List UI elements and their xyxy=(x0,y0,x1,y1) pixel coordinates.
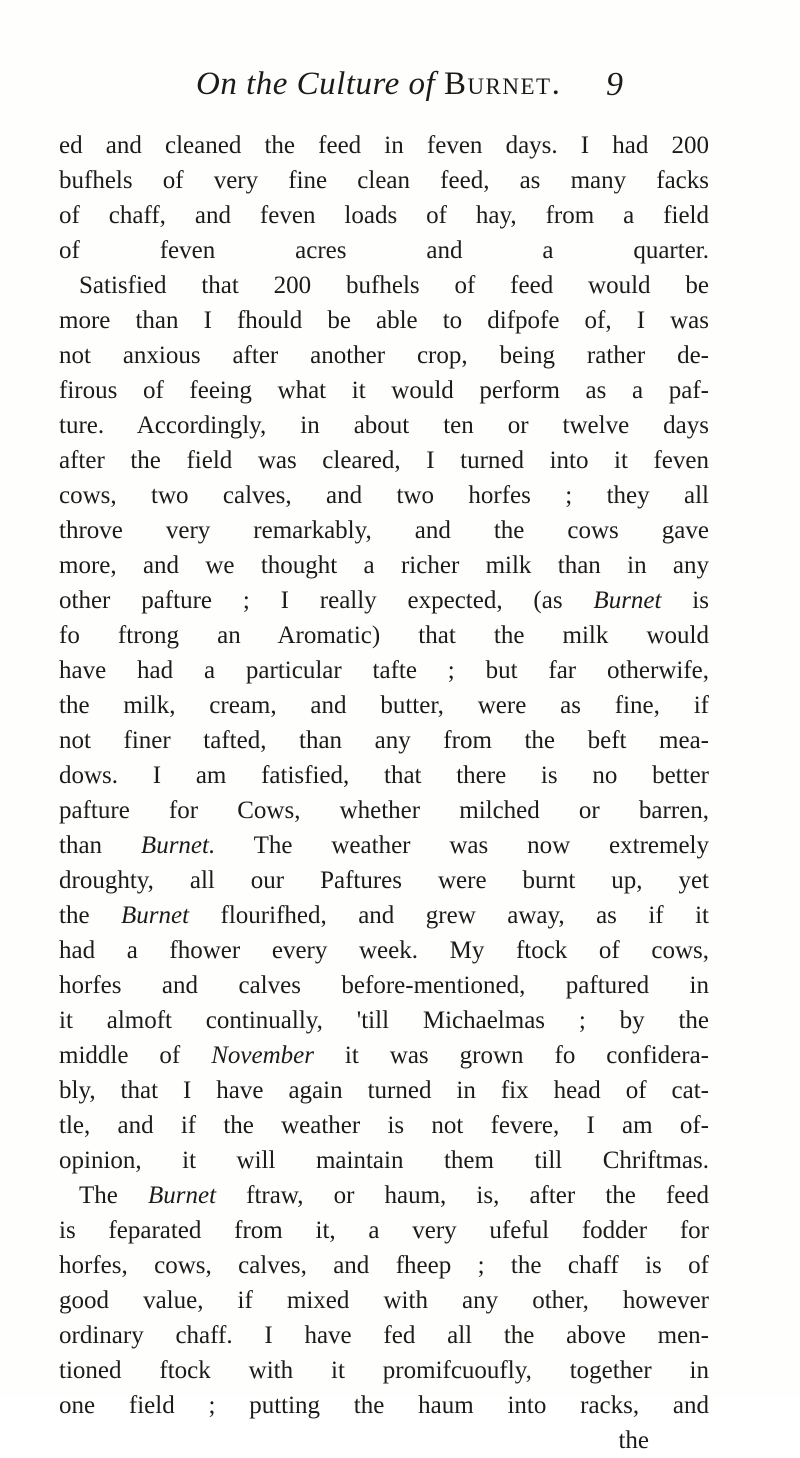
text-line xyxy=(59,1073,709,1108)
text-line xyxy=(59,1353,709,1388)
text-line xyxy=(59,828,709,863)
text-line xyxy=(59,583,709,618)
italic-word: November xyxy=(211,1042,314,1069)
running-head xyxy=(0,66,800,106)
text-run: good value, if mixed with any other, however xyxy=(59,1287,709,1314)
text-run: The xyxy=(79,1182,148,1209)
text-run: of feven acres and a quarter. xyxy=(59,237,709,264)
text-run: Satisfied that 200 bufhels of feed would be xyxy=(79,272,709,299)
text-line xyxy=(59,198,709,233)
text-run: the milk, cream, and butter, were as fine, if xyxy=(59,692,709,719)
text-line xyxy=(59,408,709,443)
text-line xyxy=(59,233,709,268)
text-line xyxy=(59,1108,709,1143)
text-run: throve very remarkably, and the cows gave xyxy=(59,517,709,544)
text-line xyxy=(59,863,709,898)
text-run: ordinary chaff. I have fed all the above men- xyxy=(59,1322,709,1349)
text-run: have had a particular tafte ; but far otherwife, xyxy=(59,657,709,684)
text-line xyxy=(59,1143,709,1178)
text-run: ed and cleaned the feed in feven days. I had 200 xyxy=(59,132,709,159)
text-run: bly, that I have again turned in fix head of cat- xyxy=(59,1077,709,1104)
text-run: firous of feeing what it would perform as a paf- xyxy=(59,377,709,404)
text-line xyxy=(59,373,709,408)
text-run: dows. I am fatisfied, that there is no better xyxy=(59,762,709,789)
text-run: droughty, all our Paftures were burnt up, yet xyxy=(59,867,709,894)
text-run: than xyxy=(59,832,141,859)
text-line xyxy=(59,1388,709,1423)
text-run: The weather was now extremely xyxy=(215,832,709,859)
text-run: cows, two calves, and two horfes ; they all xyxy=(59,482,709,509)
text-line xyxy=(59,898,709,933)
text-line xyxy=(59,513,709,548)
running-title-italic: On the Culture of xyxy=(196,66,436,102)
text-line xyxy=(59,1318,709,1353)
text-line xyxy=(59,688,709,723)
text-run: ftraw, or haum, is, after the feed xyxy=(216,1182,709,1209)
body-text xyxy=(59,128,709,1458)
text-line xyxy=(59,548,709,583)
text-run: more, and we thought a richer milk than in any xyxy=(59,552,709,579)
text-run: tioned ftock with it promifcuoufly, together in xyxy=(59,1357,709,1384)
text-run: other pafture ; I really expected, (as xyxy=(59,587,594,614)
text-run: had a fhower every week. My ftock of cows, xyxy=(59,937,709,964)
text-run: ture. Accordingly, in about ten or twelve days xyxy=(59,412,709,439)
running-title xyxy=(196,66,561,103)
text-line xyxy=(59,1248,709,1283)
text-line xyxy=(59,758,709,793)
text-line xyxy=(59,128,709,163)
text-line xyxy=(59,723,709,758)
text-run: horfes, cows, calves, and fheep ; the chaff is of xyxy=(59,1252,709,1279)
text-line xyxy=(59,268,709,303)
page-number: 9 xyxy=(606,66,623,103)
text-run: tle, and if the weather is not fevere, I am of- xyxy=(59,1112,709,1139)
text-run: opinion, it will maintain them till Chriftmas. xyxy=(59,1147,709,1174)
text-line xyxy=(59,443,709,478)
text-run: of chaff, and feven loads of hay, from a field xyxy=(59,202,709,229)
text-run: the xyxy=(59,902,122,929)
text-run: it was grown fo confidera- xyxy=(313,1042,709,1069)
text-run: after the field was cleared, I turned into it feven xyxy=(59,447,709,474)
text-line xyxy=(59,618,709,653)
text-run: is feparated from it, a very ufeful fodder for xyxy=(59,1217,709,1244)
italic-word: Burnet xyxy=(121,902,190,929)
text-line xyxy=(59,1283,709,1318)
italic-word: Burnet xyxy=(593,587,662,614)
text-line xyxy=(59,163,709,198)
text-run: the xyxy=(618,1427,649,1454)
text-run: it almoft continually, 'till Michaelmas ; by the xyxy=(59,1007,709,1034)
text-run: middle of xyxy=(59,1042,212,1069)
text-line xyxy=(59,478,709,513)
text-run: more than I fhould be able to difpofe of, I was xyxy=(59,307,709,334)
text-run: one field ; putting the haum into racks, and xyxy=(59,1392,709,1419)
italic-word: Burnet. xyxy=(140,832,216,859)
text-line xyxy=(59,1423,709,1458)
text-line xyxy=(59,1003,709,1038)
text-line xyxy=(59,1213,709,1248)
text-run: not anxious after another crop, being rather de- xyxy=(59,342,709,369)
text-run: bufhels of very fine clean feed, as many facks xyxy=(59,167,709,194)
text-run: flourifhed, and grew away, as if it xyxy=(189,902,709,929)
text-line xyxy=(59,793,709,828)
italic-word: Burnet xyxy=(147,1182,217,1209)
text-run: horfes and calves before-mentioned, paftured in xyxy=(59,972,709,999)
text-line xyxy=(59,303,709,338)
text-line xyxy=(59,1178,709,1213)
text-line xyxy=(59,338,709,373)
text-line xyxy=(59,1038,709,1073)
text-line xyxy=(59,653,709,688)
text-run: fo ftrong an Aromatic) that the milk would xyxy=(59,622,709,649)
text-run: pafture for Cows, whether milched or barren, xyxy=(59,797,709,824)
text-run: not finer tafted, than any from the beft mea- xyxy=(59,727,709,754)
running-title-caps: Burnet. xyxy=(443,66,562,102)
text-line xyxy=(59,968,709,1003)
text-line xyxy=(59,933,709,968)
text-run: is xyxy=(661,587,709,614)
